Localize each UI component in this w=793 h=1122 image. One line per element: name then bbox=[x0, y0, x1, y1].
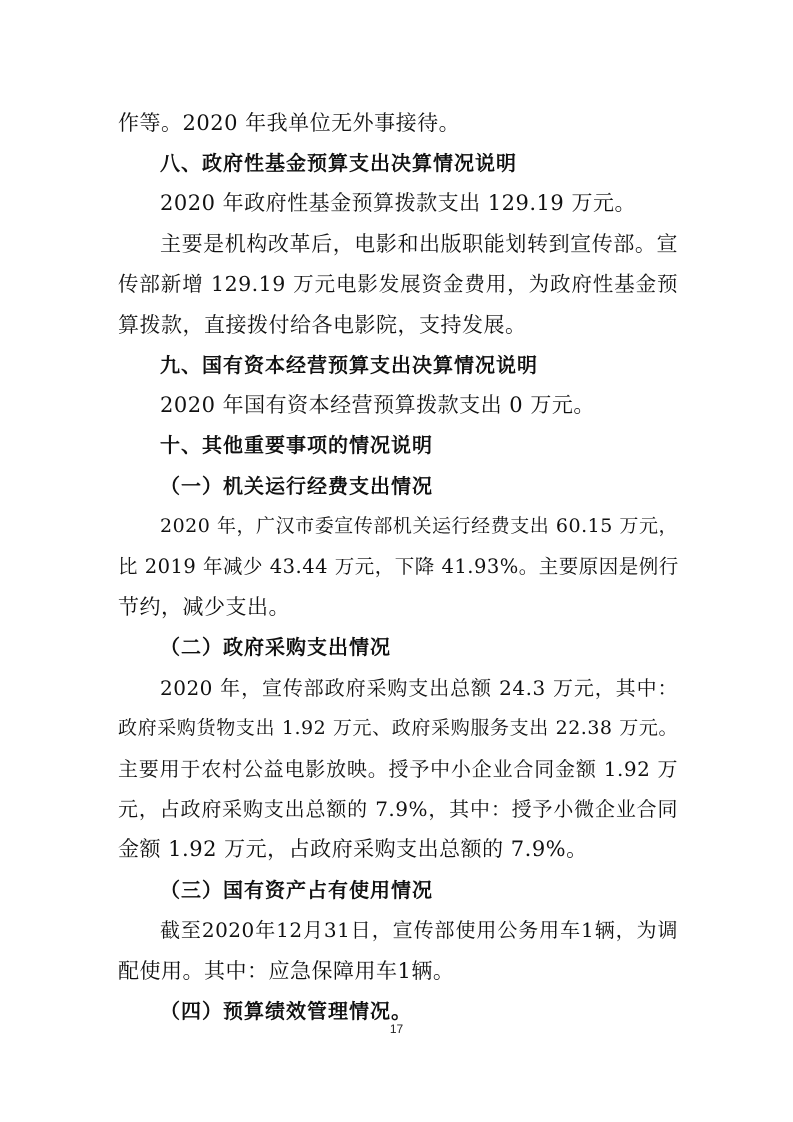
text-line: 节约，减少支出。 bbox=[118, 595, 290, 619]
text-line: 主要用于农村公益电影放映。授予中小企业合同金额 1.92 万 bbox=[118, 757, 678, 781]
subsection-heading: （四）预算绩效管理情况。 bbox=[160, 999, 412, 1023]
text-line: 元，占政府采购支出总额的 7.9%，其中：授予小微企业合同 bbox=[118, 797, 678, 821]
text-line: 2020 年，广汉市委宣传部机关运行经费支出 60.15 万元， bbox=[160, 515, 678, 537]
section-heading: 九、国有资本经营预算支出决算情况说明 bbox=[160, 353, 538, 377]
text-line: 截至2020年12月31日，宣传部使用公务用车1辆，为调 bbox=[160, 918, 678, 942]
text-line: 作等。2020 年我单位无外事接待。 bbox=[118, 111, 461, 135]
page-number: 17 bbox=[389, 1022, 404, 1036]
subsection-heading: （三）国有资产占有使用情况 bbox=[160, 878, 433, 902]
text-line: 比 2019 年减少 43.44 万元，下降 41.93%。主要原因是例行 bbox=[118, 555, 679, 578]
text-line: 2020 年政府性基金预算拨款支出 129.19 万元。 bbox=[160, 191, 636, 215]
text-line: 配使用。其中：应急保障用车1辆。 bbox=[118, 959, 455, 983]
subsection-heading: （一）机关运行经费支出情况 bbox=[160, 474, 433, 498]
text-line: 主要是机构改革后，电影和出版职能划转到宣传部。宣 bbox=[160, 232, 678, 256]
subsection-heading: （二）政府采购支出情况 bbox=[160, 635, 391, 659]
section-heading: 八、政府性基金预算支出决算情况说明 bbox=[160, 151, 517, 175]
text-line: 2020 年国有资本经营预算拨款支出 0 万元。 bbox=[160, 393, 595, 417]
section-heading: 十、其他重要事项的情况说明 bbox=[160, 433, 433, 457]
text-line: 算拨款，直接拨付给各电影院，支持发展。 bbox=[118, 313, 527, 337]
text-line: 2020 年，宣传部政府采购支出总额 24.3 万元，其中： bbox=[160, 676, 678, 700]
text-line: 金额 1.92 万元，占政府采购支出总额的 7.9%。 bbox=[118, 837, 588, 861]
text-line: 政府采购货物支出 1.92 万元、政府采购服务支出 22.38 万元。 bbox=[118, 717, 678, 739]
text-line: 传部新增 129.19 万元电影发展资金费用，为政府性基金预 bbox=[118, 272, 678, 296]
